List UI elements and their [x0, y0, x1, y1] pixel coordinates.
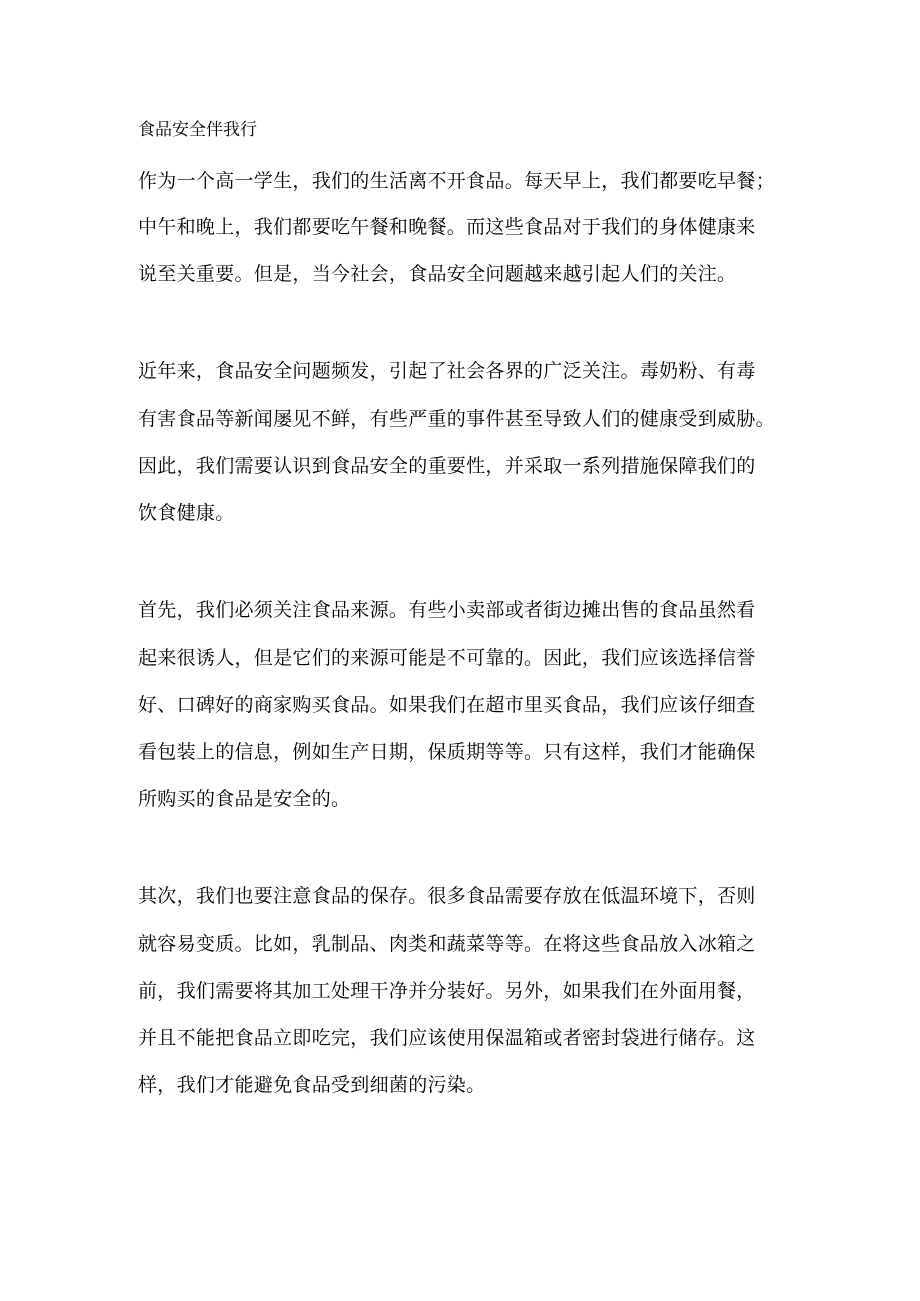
paragraph-line: 前，我们需要将其加工处理干净并分装好。另外，如果我们在外面用餐，: [138, 980, 756, 1002]
paragraph-line: 有害食品等新闻屡见不鲜，有些严重的事件甚至导致人们的健康受到威胁。: [138, 408, 775, 430]
paragraph-line: 所购买的食品是安全的。: [138, 788, 351, 810]
paragraph-line: 作为一个高一学生，我们的生活离不开食品。每天早上，我们都要吃早餐；: [138, 170, 775, 192]
paragraph-line: 起来很诱人，但是它们的来源可能是不可靠的。因此，我们应该选择信誉: [138, 647, 756, 669]
paragraph-line: 好、口碑好的商家购买食品。如果我们在超市里买食品，我们应该仔细查: [138, 694, 756, 716]
document-title: 食品安全伴我行: [138, 120, 257, 140]
paragraph-line: 首先，我们必须关注食品来源。有些小卖部或者街边摊出售的食品虽然看: [138, 599, 756, 621]
paragraph-line: 说至关重要。但是，当今社会，食品安全问题越来越引起人们的关注。: [138, 263, 737, 285]
paragraph-line: 看包装上的信息，例如生产日期，保质期等等。只有这样，我们才能确保: [138, 741, 756, 763]
paragraph-line: 饮食健康。: [138, 502, 235, 524]
paragraph-line: 样，我们才能避免食品受到细菌的污染。: [138, 1074, 486, 1096]
paragraph-line: 就容易变质。比如，乳制品、肉类和蔬菜等等。在将这些食品放入冰箱之: [138, 933, 756, 955]
paragraph-line: 因此，我们需要认识到食品安全的重要性，并采取一系列措施保障我们的: [138, 455, 756, 477]
paragraph-line: 并且不能把食品立即吃完，我们应该使用保温箱或者密封袋进行储存。这: [138, 1027, 756, 1049]
paragraph-line: 其次，我们也要注意食品的保存。很多食品需要存放在低温环境下，否则: [138, 885, 756, 907]
paragraph-line: 中午和晚上，我们都要吃午餐和晚餐。而这些食品对于我们的身体健康来: [138, 216, 756, 238]
paragraph-line: 近年来，食品安全问题频发，引起了社会各界的广泛关注。毒奶粉、有毒: [138, 360, 756, 382]
